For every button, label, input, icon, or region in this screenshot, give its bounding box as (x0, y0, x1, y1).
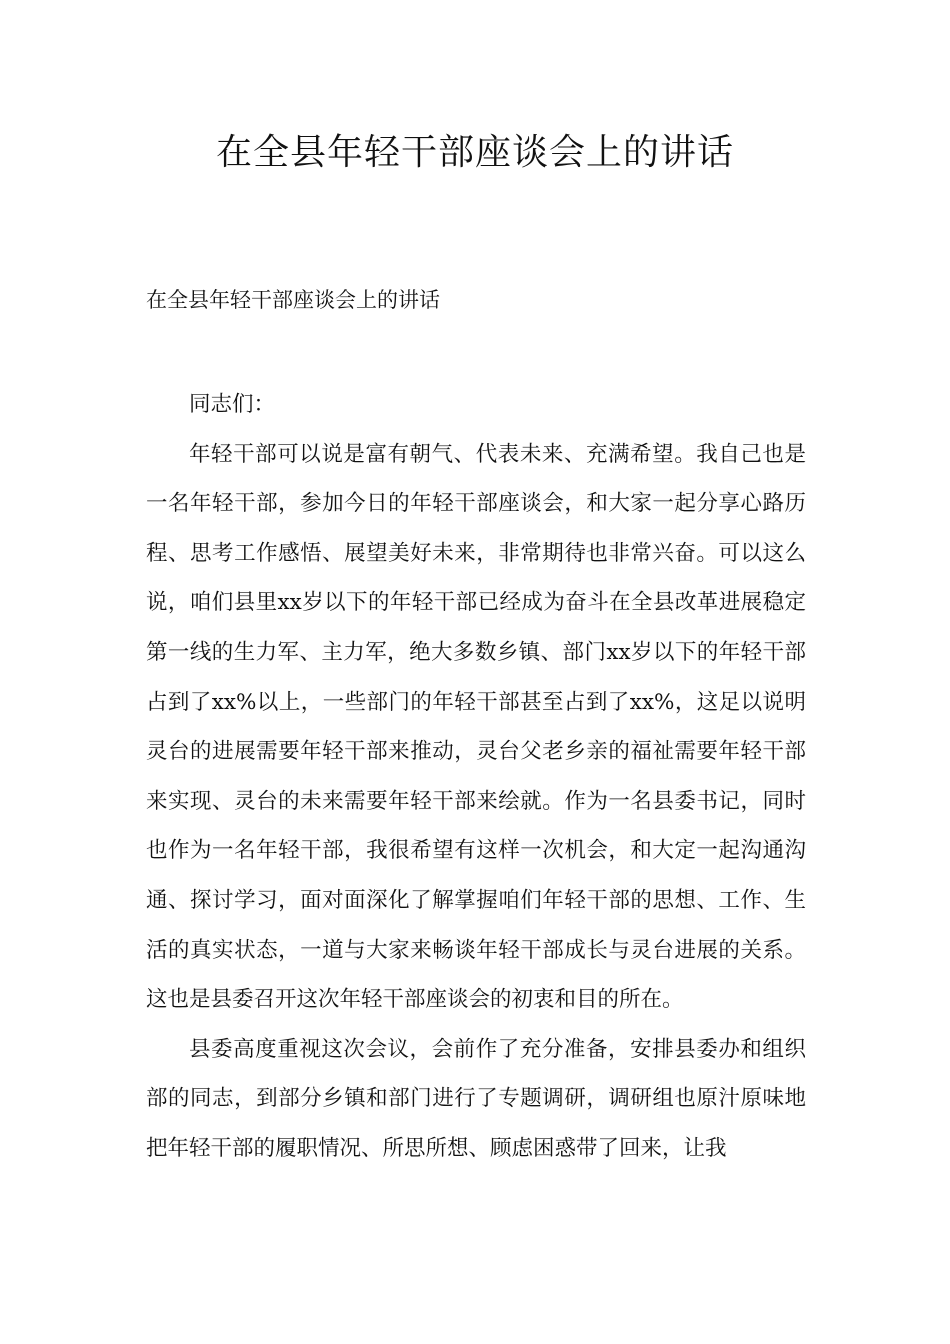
document-subtitle: 在全县年轻干部座谈会上的讲话 (146, 288, 440, 312)
paragraph: 县委高度重视这次会议，会前作了充分准备，安排县委办和组织部的同志，到部分乡镇和部门进行了专题调研，调研组也原汁原味地把年轻干部的履职情况、所思所想、顾虑困惑带了回来，让我 (146, 1036, 806, 1161)
document-body (146, 380, 806, 1174)
paragraph: 年轻干部可以说是富有朝气、代表未来、充满希望。我自己也是一名年轻干部，参加今日的年轻干部座谈会，和大家一起分享心路历程、思考工作感悟、展望美好未来，非常期待也非常兴奋。可以这么说，咱们县里xx岁以下的年轻干部已经成为奋斗在全县改革进展稳定第一线的生力军、主力军，绝大多数乡镇、部门xx岁以下的年轻干部占到了xx%以上，一些部门的年轻干部甚至占到了xx%，这足以说明灵台的进展需要年轻干部来推动，灵台父老乡亲的福祉需要年轻干部来实现、灵台的未来需要年轻干部来绘就。作为一名县委书记，同时也作为一名年轻干部，我很希望有这样一次机会，和大定一起沟通沟通、探讨学习，面对面深化了解掌握咱们年轻干部的思想、工作、生活的真实状态，一道与大家来畅谈年轻干部成长与灵台进展的关系。这也是县委召开这次年轻干部座谈会的初衷和目的所在。 (146, 441, 806, 1013)
salutation: 同志们： (189, 392, 276, 417)
document-title: 在全县年轻干部座谈会上的讲话 (215, 132, 734, 173)
